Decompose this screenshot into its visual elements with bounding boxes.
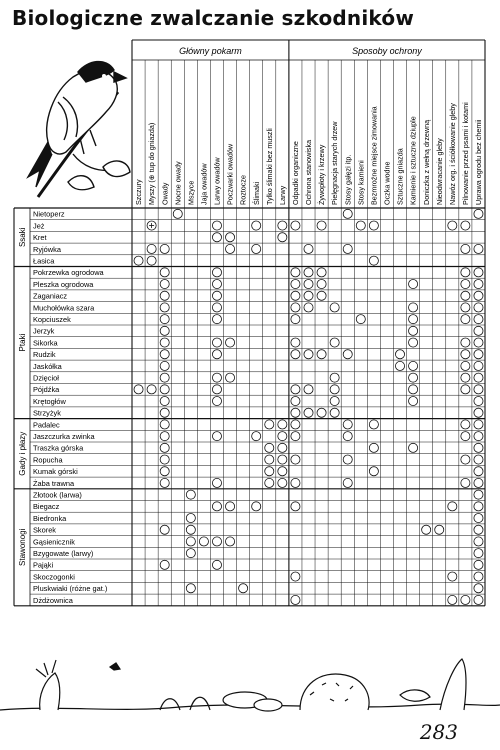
presence-mark	[291, 385, 300, 394]
presence-mark	[160, 420, 169, 429]
protection-column-header: Sztuczne gniazda	[395, 148, 405, 205]
presence-mark	[160, 268, 169, 277]
presence-mark	[474, 397, 483, 406]
row-label: Jerzyk	[33, 326, 55, 336]
presence-mark	[356, 221, 365, 230]
row-label: Pluskwiaki (różne gat.)	[33, 584, 108, 594]
presence-mark	[186, 584, 195, 593]
food-column-header: Ślimaki	[251, 181, 261, 205]
presence-mark	[461, 432, 470, 441]
presence-mark	[199, 537, 208, 546]
presence-mark	[265, 455, 274, 464]
food-group-label: Główny pokarm	[179, 46, 242, 56]
protection-column-header: Oczka wodne	[382, 161, 392, 205]
presence-mark	[304, 350, 313, 359]
presence-mark	[212, 385, 221, 394]
presence-mark	[474, 291, 483, 300]
presence-mark	[409, 361, 418, 370]
presence-mark	[461, 455, 470, 464]
presence-mark	[422, 525, 431, 534]
presence-mark	[291, 315, 300, 324]
presence-mark	[160, 432, 169, 441]
presence-mark	[134, 385, 143, 394]
protection-column-header: Uprawa ogrodu bez chemii	[474, 119, 484, 205]
presence-mark	[291, 338, 300, 347]
food-column-header: Myszy (⊕ tup do gniazda)	[147, 122, 157, 205]
presence-mark	[448, 572, 457, 581]
presence-mark	[343, 432, 352, 441]
presence-mark	[265, 420, 274, 429]
food-column-header: Tylko ślimaki bez muszli	[264, 128, 274, 205]
row-label: Złotook (larwa)	[33, 490, 82, 500]
presence-mark	[474, 408, 483, 417]
row-label: Biegacz	[33, 502, 60, 512]
presence-mark	[461, 315, 470, 324]
presence-mark	[435, 525, 444, 534]
presence-mark	[461, 373, 470, 382]
presence-mark	[461, 268, 470, 277]
presence-mark	[474, 315, 483, 324]
row-label: Łasica	[33, 256, 55, 266]
presence-mark	[212, 338, 221, 347]
presence-mark	[186, 549, 195, 558]
row-label: Zaganiacz	[33, 291, 68, 301]
presence-mark	[474, 373, 483, 382]
presence-mark	[474, 209, 483, 218]
presence-mark	[278, 455, 287, 464]
presence-mark	[291, 502, 300, 511]
presence-mark	[160, 315, 169, 324]
row-label: Pleszka ogrodowa	[33, 279, 94, 289]
presence-mark	[317, 221, 326, 230]
presence-mark	[212, 221, 221, 230]
food-column-header: Mszyce	[186, 180, 196, 205]
protection-column-header: Pilnowanie przed psami i kotami	[460, 102, 470, 205]
presence-mark	[317, 268, 326, 277]
row-label: Kret	[33, 233, 47, 243]
row-label: Kopciuszek	[33, 315, 71, 324]
presence-mark	[448, 595, 457, 604]
protection-column-header: Doniczka z wełną drzewną	[421, 119, 431, 205]
presence-mark	[461, 280, 470, 289]
presence-mark	[343, 420, 352, 429]
presence-mark	[212, 560, 221, 569]
presence-mark	[212, 537, 221, 546]
presence-mark	[317, 350, 326, 359]
presence-mark	[461, 303, 470, 312]
presence-mark	[343, 244, 352, 253]
group-label: Gady i płazy	[18, 431, 27, 476]
row-label: Strzyżyk	[33, 408, 61, 418]
row-label: Jaskółka	[33, 361, 62, 371]
presence-mark	[212, 478, 221, 487]
presence-mark	[330, 397, 339, 406]
presence-mark	[330, 408, 339, 417]
row-label: Skorek	[33, 525, 57, 535]
presence-mark	[409, 373, 418, 382]
presence-mark	[212, 373, 221, 382]
protection-column-header: Odpadki organiczne	[291, 141, 301, 205]
food-column-header: Larwy owadów	[212, 157, 222, 205]
presence-mark	[304, 385, 313, 394]
food-column-header: Nocne owady	[173, 161, 183, 205]
presence-mark	[278, 221, 287, 230]
food-column-header: Jaja owadów	[199, 163, 209, 205]
presence-mark	[304, 408, 313, 417]
row-label: Padalec	[33, 420, 60, 430]
presence-mark	[330, 373, 339, 382]
row-label: Rudzik	[33, 350, 56, 360]
presence-mark	[212, 303, 221, 312]
presence-mark	[160, 280, 169, 289]
presence-mark	[212, 350, 221, 359]
presence-mark	[291, 268, 300, 277]
protection-column-header: Bezmroźne miejsce zimowania	[369, 106, 379, 205]
presence-mark	[317, 408, 326, 417]
presence-mark	[147, 244, 156, 253]
presence-mark	[278, 432, 287, 441]
row-label: Pokrzewka ogrodowa	[33, 268, 104, 278]
protection-column-header: Stosy gałęzi itp.	[343, 154, 353, 205]
presence-mark	[291, 455, 300, 464]
presence-mark	[278, 233, 287, 242]
presence-mark	[474, 595, 483, 604]
protection-column-header: Nieodwracanie gleby	[434, 138, 444, 205]
presence-mark	[160, 525, 169, 534]
presence-mark	[474, 502, 483, 511]
presence-mark	[343, 350, 352, 359]
presence-mark	[160, 350, 169, 359]
presence-mark	[474, 514, 483, 523]
presence-mark	[212, 315, 221, 324]
row-label: Dzięcioł	[33, 373, 59, 383]
row-label: Skoczogonki	[33, 572, 75, 582]
presence-mark	[160, 443, 169, 452]
presence-mark	[160, 467, 169, 476]
presence-mark	[461, 385, 470, 394]
presence-mark	[474, 525, 483, 534]
presence-mark	[291, 291, 300, 300]
row-label: Ryjówka	[33, 244, 61, 254]
presence-mark	[291, 420, 300, 429]
row-label: Jaszczurka zwinka	[33, 432, 95, 441]
presence-mark	[304, 291, 313, 300]
presence-mark	[304, 280, 313, 289]
presence-mark	[343, 455, 352, 464]
food-column-header: Poczwarki owadów	[225, 143, 235, 205]
presence-mark	[186, 537, 195, 546]
presence-mark	[278, 443, 287, 452]
presence-mark	[252, 432, 261, 441]
presence-mark	[330, 303, 339, 312]
row-label: Bzygowate (larwy)	[33, 549, 94, 558]
presence-mark	[160, 303, 169, 312]
presence-mark	[186, 525, 195, 534]
protection-column-header: Żywopłoty i krzewy	[317, 144, 327, 205]
group-label: Stawonogi	[18, 528, 27, 566]
presence-mark	[461, 221, 470, 230]
row-label: Kumak górski	[33, 467, 78, 477]
presence-mark	[226, 244, 235, 253]
presence-mark	[160, 244, 169, 253]
presence-mark	[252, 244, 261, 253]
row-label: Gąsienicznik	[33, 537, 75, 547]
page-number: 283	[419, 720, 458, 744]
presence-mark	[291, 280, 300, 289]
presence-mark	[474, 478, 483, 487]
presence-mark	[134, 256, 143, 265]
presence-mark	[160, 326, 169, 335]
presence-mark	[317, 291, 326, 300]
presence-mark	[356, 315, 365, 324]
presence-mark	[160, 338, 169, 347]
presence-mark	[369, 221, 378, 230]
presence-mark	[461, 361, 470, 370]
presence-mark	[160, 478, 169, 487]
presence-mark	[343, 478, 352, 487]
presence-mark	[474, 280, 483, 289]
presence-mark	[291, 303, 300, 312]
presence-mark	[291, 432, 300, 441]
presence-mark	[474, 467, 483, 476]
row-label: Pójdźka	[33, 385, 60, 395]
presence-mark	[160, 397, 169, 406]
protection-column-header: Kamienie i sztuczne dziuple	[408, 116, 418, 205]
presence-mark	[304, 268, 313, 277]
presence-mark	[448, 502, 457, 511]
presence-mark	[160, 455, 169, 464]
presence-mark	[291, 478, 300, 487]
presence-mark	[395, 361, 404, 370]
presence-mark	[291, 408, 300, 417]
presence-mark	[409, 338, 418, 347]
presence-mark	[474, 244, 483, 253]
presence-mark	[265, 443, 274, 452]
presence-mark	[369, 256, 378, 265]
presence-mark	[343, 209, 352, 218]
presence-mark	[369, 443, 378, 452]
presence-mark	[461, 350, 470, 359]
presence-mark	[461, 338, 470, 347]
presence-mark	[461, 420, 470, 429]
presence-mark	[474, 572, 483, 581]
presence-mark	[212, 397, 221, 406]
presence-mark	[291, 397, 300, 406]
protection-group-label: Sposoby ochrony	[352, 46, 422, 56]
presence-mark	[147, 385, 156, 394]
presence-mark	[291, 572, 300, 581]
presence-mark	[474, 549, 483, 558]
presence-mark	[474, 420, 483, 429]
page-title: Biologiczne zwalczanie szkodników	[12, 6, 414, 30]
presence-mark	[474, 385, 483, 394]
presence-mark	[409, 303, 418, 312]
row-label: Nietoperz	[33, 209, 65, 219]
row-label: Krętogłów	[33, 396, 66, 406]
presence-mark	[239, 584, 248, 593]
presence-mark	[212, 502, 221, 511]
presence-mark	[369, 420, 378, 429]
presence-mark	[186, 490, 195, 499]
presence-mark	[409, 280, 418, 289]
presence-mark	[474, 350, 483, 359]
presence-mark	[330, 385, 339, 394]
group-label: Ssaki	[18, 227, 27, 248]
food-column-header: Larwy	[277, 185, 287, 205]
presence-mark	[212, 268, 221, 277]
presence-mark	[461, 595, 470, 604]
presence-mark	[252, 502, 261, 511]
presence-mark	[317, 280, 326, 289]
presence-mark	[474, 490, 483, 499]
garden-illustration	[0, 655, 500, 725]
presence-mark	[409, 397, 418, 406]
presence-mark	[474, 560, 483, 569]
presence-mark	[461, 244, 470, 253]
presence-mark	[226, 373, 235, 382]
food-column-header: Roztocze	[238, 175, 248, 205]
presence-mark	[160, 291, 169, 300]
presence-mark	[265, 467, 274, 476]
row-label: Pająki	[33, 560, 54, 570]
presence-mark	[160, 373, 169, 382]
presence-mark	[474, 268, 483, 277]
presence-mark	[226, 338, 235, 347]
presence-mark	[474, 326, 483, 335]
row-label: Żaba trawna	[33, 478, 75, 488]
presence-mark	[212, 280, 221, 289]
presence-mark	[474, 455, 483, 464]
presence-mark	[278, 467, 287, 476]
presence-mark	[369, 467, 378, 476]
presence-mark	[474, 443, 483, 452]
presence-mark	[409, 315, 418, 324]
presence-mark	[265, 478, 274, 487]
protection-column-header: Nawóz org. i ściółkowanie gleby	[447, 103, 457, 205]
protection-column-header: Stosy kamieni	[356, 160, 366, 205]
row-label: Dżdżownica	[33, 595, 73, 605]
food-column-header: Owady	[160, 182, 170, 205]
presence-mark	[226, 537, 235, 546]
row-label: Biedronka	[33, 513, 67, 523]
row-label: Muchołówka szara	[33, 303, 95, 313]
presence-mark	[252, 221, 261, 230]
presence-mark	[461, 291, 470, 300]
presence-mark	[474, 361, 483, 370]
presence-mark	[173, 209, 182, 218]
row-label: Sikorka	[33, 338, 58, 348]
presence-mark	[304, 303, 313, 312]
protection-column-header: Pielęgnacja starych drzew	[330, 121, 340, 205]
presence-mark	[186, 514, 195, 523]
protection-column-header: Ochrona stanowiska	[304, 139, 314, 205]
presence-mark	[291, 350, 300, 359]
presence-mark	[409, 443, 418, 452]
presence-mark	[409, 326, 418, 335]
presence-mark	[160, 361, 169, 370]
food-column-header: Szczury	[134, 179, 144, 205]
presence-mark	[291, 221, 300, 230]
presence-mark	[160, 408, 169, 417]
group-label: Ptaki	[18, 333, 27, 352]
presence-mark	[474, 432, 483, 441]
presence-mark	[395, 350, 404, 359]
presence-mark	[226, 502, 235, 511]
presence-mark	[474, 303, 483, 312]
presence-mark	[278, 478, 287, 487]
presence-mark	[278, 420, 287, 429]
presence-mark	[409, 385, 418, 394]
presence-mark	[448, 221, 457, 230]
presence-mark	[474, 584, 483, 593]
presence-mark	[226, 233, 235, 242]
presence-mark	[291, 595, 300, 604]
presence-mark	[212, 291, 221, 300]
presence-mark	[212, 432, 221, 441]
row-label: Jeż	[33, 221, 45, 231]
presence-mark	[160, 560, 169, 569]
presence-mark	[474, 338, 483, 347]
presence-mark	[461, 478, 470, 487]
presence-mark	[147, 256, 156, 265]
presence-mark	[304, 244, 313, 253]
presence-mark	[474, 537, 483, 546]
row-label: Traszka górska	[33, 443, 84, 453]
presence-mark	[160, 385, 169, 394]
presence-mark	[330, 338, 339, 347]
row-label: Ropucha	[33, 455, 63, 465]
presence-mark	[212, 233, 221, 242]
